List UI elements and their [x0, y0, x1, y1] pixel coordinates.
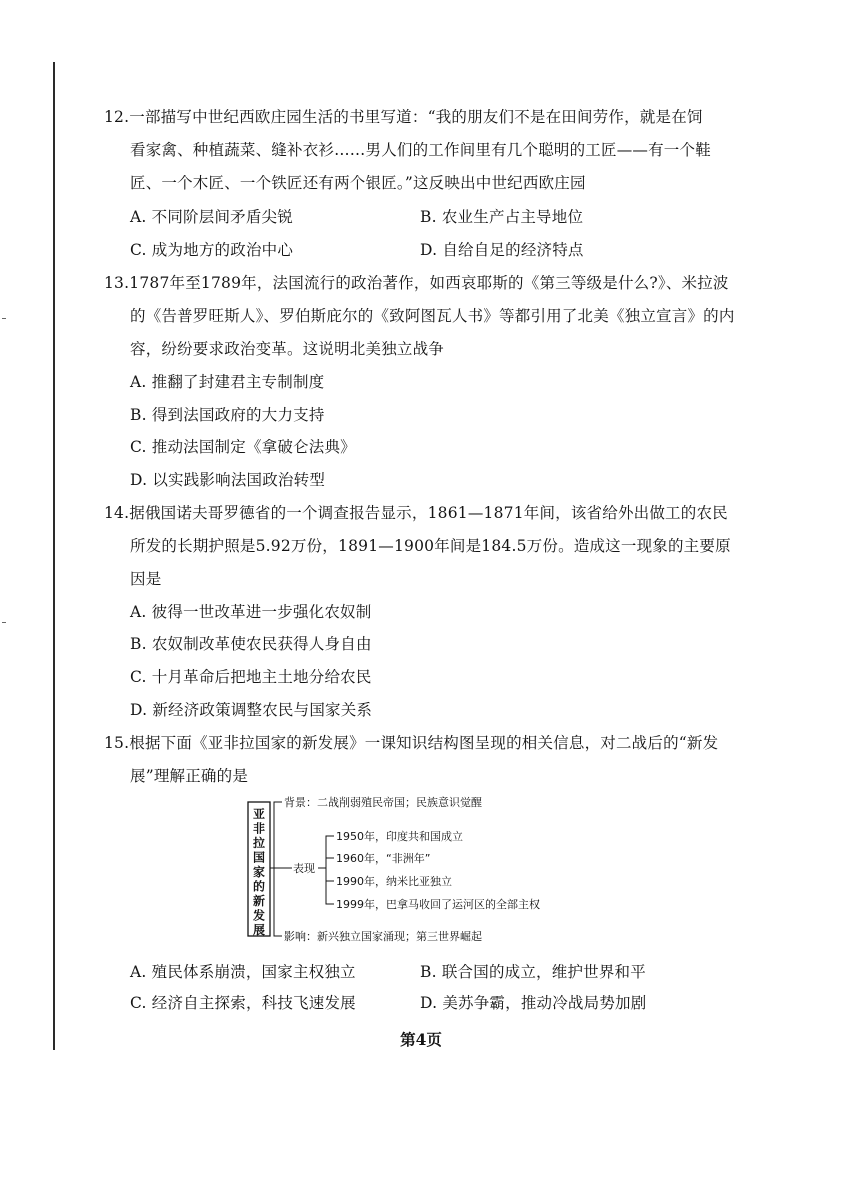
question-12-stem: 12.一部描写中世纪西欧庄园生活的书里写道：“我的朋友们不是在田间劳作，就是在饲: [104, 108, 703, 126]
diagram-performance-label: 表现: [293, 862, 315, 875]
question-14-option-c[interactable]: C. 十月革命后把地主土地分给农民: [130, 668, 372, 686]
knowledge-structure-diagram: [244, 792, 604, 944]
diagram-title-char: 新: [252, 894, 266, 908]
question-15-option-b[interactable]: B. 联合国的成立，维护世界和平: [420, 963, 646, 981]
question-15-option-a[interactable]: A. 殖民体系崩溃，国家主权独立: [130, 963, 356, 981]
question-12-option-b[interactable]: B. 农业生产占主导地位: [420, 208, 584, 226]
question-15-stem: 15.根据下面《亚非拉国家的新发展》一课知识结构图呈现的相关信息，对二战后的“新发: [104, 734, 719, 752]
margin-tick: [2, 318, 6, 319]
question-13-stem-line: 的《告普罗旺斯人》、罗伯斯庇尔的《致阿图瓦人书》等都引用了北美《独立宣言》的内: [130, 307, 735, 325]
margin-tick: [2, 622, 6, 623]
diagram-title-char: 的: [252, 879, 266, 894]
question-14-stem-line: 因是: [130, 570, 162, 588]
diagram-background: 背景：二战削弱殖民帝国；民族意识觉醒: [284, 796, 482, 809]
diagram-title-char: 家: [252, 865, 266, 879]
question-12-stem-line: 匠、一个木匠、一个铁匠还有两个银匠。”这反映出中世纪西欧庄园: [130, 174, 586, 192]
question-13-option-d[interactable]: D. 以实践影响法国政治转型: [130, 471, 326, 489]
question-12-option-d[interactable]: D. 自给自足的经济特点: [420, 241, 584, 259]
diagram-title-char: 国: [252, 850, 266, 865]
question-12-stem-line: 看家禽、种植蔬菜、缝补衣衫……男人们的工作间里有几个聪明的工匠——有一个鞋: [130, 141, 711, 159]
diagram-performance-item: 1999年，巴拿马收回了运河区的全部主权: [336, 898, 540, 911]
diagram-impact: 影响：新兴独立国家涌现；第三世界崛起: [284, 930, 482, 943]
question-14-stem-line: 所发的长期护照是5.92万份，1891—1900年间是184.5万份。造成这一现象的主要原: [130, 537, 731, 555]
diagram-performance-item: 1950年，印度共和国成立: [336, 830, 463, 843]
question-15-stem-line: 展”理解正确的是: [130, 767, 249, 785]
diagram-title-char: 展: [252, 923, 266, 937]
question-14-option-b[interactable]: B. 农奴制改革使农民获得人身自由: [130, 635, 372, 653]
question-15-option-d[interactable]: D. 美苏争霸，推动冷战局势加剧: [420, 994, 647, 1012]
diagram-title-char: 发: [252, 908, 266, 923]
question-13-option-b[interactable]: B. 得到法国政府的大力支持: [130, 406, 325, 424]
diagram-performance-item: 1990年，纳米比亚独立: [336, 875, 452, 888]
question-13-stem-line: 容，纷纷要求政治变革。这说明北美独立战争: [130, 340, 445, 358]
question-13-option-a[interactable]: A. 推翻了封建君主专制制度: [130, 373, 325, 391]
question-12-option-c[interactable]: C. 成为地方的政治中心: [130, 241, 294, 259]
question-13-stem: 13.1787年至1789年，法国流行的政治著作，如西哀耶斯的《第三等级是什么?》、米拉波: [104, 274, 729, 292]
diagram-performance-item: 1960年，“非洲年”: [336, 852, 431, 865]
question-13-option-c[interactable]: C. 推动法国制定《拿破仑法典》: [130, 438, 356, 456]
question-14-stem: 14.据俄国诺夫哥罗德省的一个调查报告显示，1861—1871年间，该省给外出做工的农民: [104, 504, 728, 522]
diagram-sub-bracket: [326, 836, 334, 904]
question-14-option-a[interactable]: A. 彼得一世改革进一步强化农奴制: [130, 603, 372, 621]
question-14-option-d[interactable]: D. 新经济政策调整农民与国家关系: [130, 701, 373, 719]
question-12-option-a[interactable]: A. 不同阶层间矛盾尖锐: [130, 208, 293, 226]
diagram-title-char: 亚: [252, 807, 266, 821]
question-15-option-c[interactable]: C. 经济自主探索，科技飞速发展: [130, 994, 356, 1012]
diagram-main-bracket: [274, 802, 282, 936]
binding-margin-line: [53, 62, 55, 1050]
diagram-title-char: 拉: [252, 836, 266, 850]
diagram-title-char: 非: [252, 821, 266, 836]
page-number: 第4页: [400, 1030, 442, 1049]
